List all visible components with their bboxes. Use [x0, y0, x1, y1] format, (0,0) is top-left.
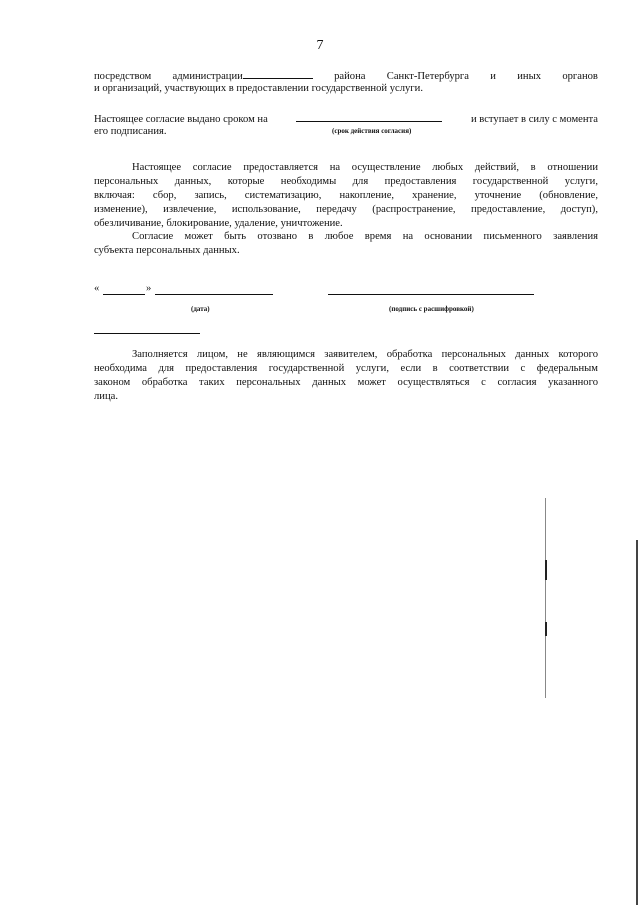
paragraph-line: обезличивание, блокирование, удаление, уничтожение.	[94, 218, 343, 229]
date-caption: (дата)	[191, 305, 210, 313]
paragraph-line: его подписания.	[94, 126, 167, 137]
word: органов	[562, 71, 598, 82]
paragraph-line: необходима для предоставления государственной услуги, если в соответствии с федеральным	[94, 363, 598, 374]
word: и	[490, 71, 496, 82]
paragraph-consent-scope	[94, 161, 598, 231]
paragraph-line: изменение), извлечение, использование, передачу (распространение, предоставление, доступ),	[94, 204, 598, 215]
scan-edge-line	[545, 498, 546, 698]
scan-edge-mark	[545, 622, 547, 636]
date-month-year-blank	[155, 294, 273, 295]
page-number: 7	[316, 38, 324, 53]
paragraph-line	[94, 68, 598, 82]
paragraph-line: Настоящее согласие предоставляется на осуществление любых действий, в отношении	[132, 162, 598, 173]
paragraph-line: Заполняется лицом, не являющимся заявителем, обработка персональных данных которого	[132, 349, 598, 360]
paragraph-line: включая: сбор, запись, систематизацию, накопление, хранение, уточнение (обновление,	[94, 190, 598, 201]
signature-caption: (подпись с расшифровкой)	[389, 305, 474, 313]
word: иных	[517, 71, 542, 82]
word: администрации	[172, 71, 243, 82]
validity-term-caption: (срок действия согласия)	[332, 127, 412, 135]
validity-term-blank	[296, 111, 442, 122]
validity-start: Настоящее согласие выдано сроком на	[94, 114, 268, 125]
paragraph-line: законом обработка таких персональных данных может осуществляться с согласия указанного	[94, 377, 598, 388]
date-open-quote: «	[94, 283, 100, 294]
paragraph-line: субъекта персональных данных.	[94, 245, 240, 256]
word: района	[334, 71, 366, 82]
paragraph-line	[94, 111, 598, 125]
scan-edge-mark	[545, 560, 547, 580]
validity-end: и вступает в силу с момента	[470, 114, 598, 125]
date-day-blank	[103, 294, 145, 295]
paragraph-line: персональных данных, которые необходимы для предоставления государственной услуги,	[94, 176, 598, 187]
paragraph-administration	[94, 68, 598, 96]
signature-blank	[328, 294, 534, 295]
scan-right-border	[636, 540, 638, 905]
footnote	[94, 348, 598, 404]
district-blank	[243, 68, 313, 79]
paragraph-revocation	[94, 230, 598, 258]
paragraph-line: лица.	[94, 391, 118, 402]
word: Санкт-Петербурга	[386, 71, 469, 82]
paragraph-line: Согласие может быть отозвано в любое время на основании письменного заявления	[132, 231, 598, 242]
word: посредством	[94, 71, 152, 82]
date-close-quote: »	[146, 283, 152, 294]
footnote-separator	[94, 333, 200, 334]
paragraph-line: и организаций, участвующих в предоставлении государственной услуги.	[94, 83, 423, 94]
